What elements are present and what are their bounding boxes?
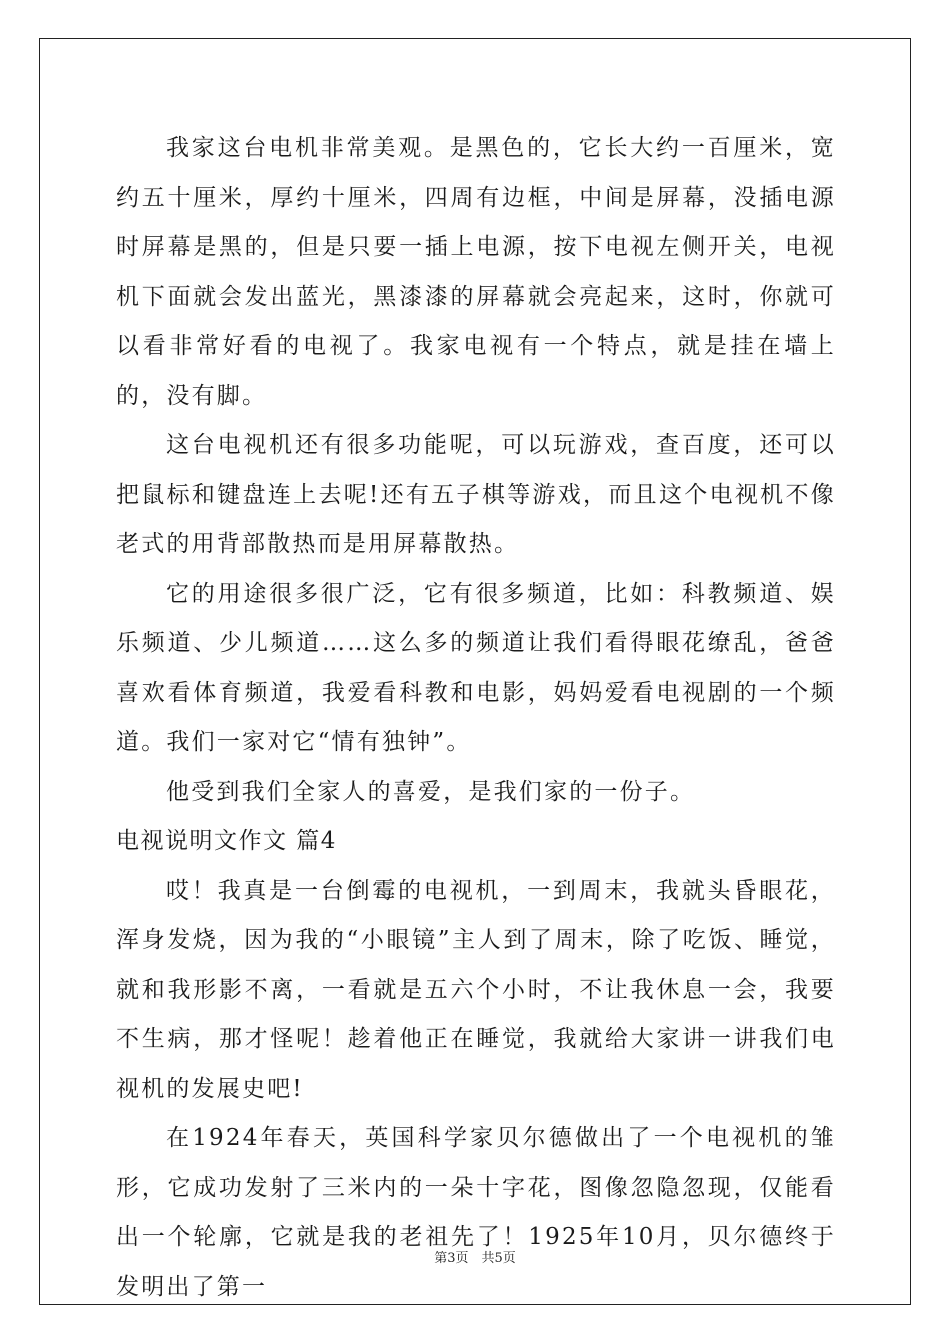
section-heading: 电视说明文作文 篇4 <box>116 828 337 854</box>
document-body <box>116 124 836 1312</box>
paragraph: 它的用途很多很广泛，它有很多频道，比如：科教频道、娱乐频道、少儿频道……这么多的频道让我们看得眼花缭乱，爸爸喜欢看体育频道，我爱看科教和电影，妈妈爱看电视剧的一个频道。我们一家对它“情有独钟”。 <box>116 580 836 755</box>
paragraph: 哎！我真是一台倒霉的电视机，一到周末，我就头昏眼花，浑身发烧，因为我的“小眼镜”主人到了周末，除了吃饭、睡觉，就和我形影不离，一看就是五六个小时，不让我休息一会，我要不生病，那才怪呢！趁着他正在睡觉，我就给大家讲一讲我们电视机的发展史吧! <box>116 877 836 1102</box>
paragraph: 这台电视机还有很多功能呢，可以玩游戏，查百度，还可以把鼠标和键盘连上去呢!还有五子棋等游戏，而且这个电视机不像老式的用背部散热而是用屏幕散热。 <box>116 432 836 557</box>
paragraph: 在1924年春天，英国科学家贝尔德做出了一个电视机的雏形，它成功发射了三米内的一朵十字花，图像忽隐忽现，仅能看出一个轮廓，它就是我的老祖先了！1925年10月，贝尔德终于发明出了第一 <box>116 1125 836 1300</box>
paragraph: 我家这台电机非常美观。是黑色的，它长大约一百厘米，宽约五十厘米，厚约十厘米，四周有边框，中间是屏幕，没插电源时屏幕是黑的，但是只要一插上电源，按下电视左侧开关，电视机下面就会发出蓝光，黑漆漆的屏幕就会亮起来，这时，你就可以看非常好看的电视了。我家电视有一个特点，就是挂在墙上的，没有脚。 <box>116 135 836 409</box>
page-number: 第3页 共5页 <box>434 1251 516 1266</box>
paragraph: 他受到我们全家人的喜爱，是我们家的一份子。 <box>166 778 696 805</box>
